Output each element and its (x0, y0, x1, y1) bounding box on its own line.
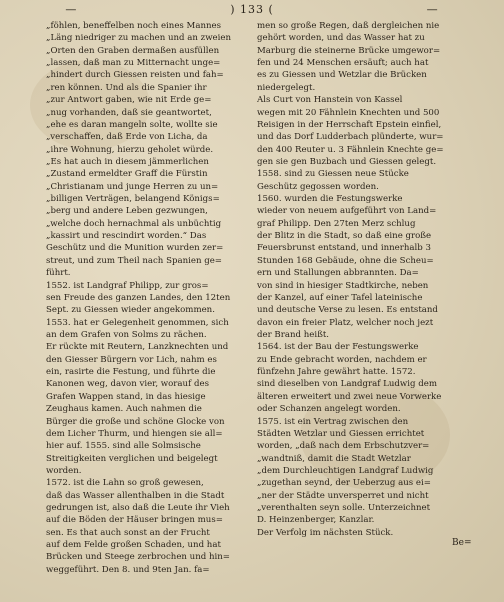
text-line: Kanonen weg, davon vier, worauf des (46, 379, 209, 390)
text-line: weggeführt. Den 8. und 9ten Jan. fa= (46, 564, 210, 575)
text-line: sen. Es that auch sonst an der Frucht (46, 527, 210, 538)
text-line: 1575. ist ein Vertrag zwischen den (257, 416, 409, 427)
page-header (0, 3, 504, 19)
text-line: „Orten den Graben dermaßen ausfüllen (46, 45, 220, 56)
text-line: 1558. sind zu Giessen neue Stücke (257, 169, 409, 180)
text-line: men so große Regen, daß dergleichen nie (257, 21, 440, 31)
text-line: Der Verfolg im nächsten Stück. (257, 527, 394, 538)
text-line: dem Licher Thurm, und hiengen sie all= (46, 428, 223, 439)
text-line: der Blitz in die Stadt, so daß eine große (257, 231, 432, 242)
text-line: Er rückte mit Reutern, Lanzknechten und (46, 342, 229, 353)
text-line: „wandtniß, damit die Stadt Wetzlar (257, 453, 411, 464)
text-line: zu Ende gebracht worden, nachdem er (257, 354, 427, 365)
text-line: Sept. zu Giessen wieder angekommen. (46, 305, 215, 316)
text-line: 1552. ist Landgraf Philipp, zur gros= (46, 280, 209, 291)
text-line: „Christianam und junge Herren zu un= (46, 181, 219, 192)
text-line: Reisigen in der Herrschaft Epstein einfiel, (257, 119, 442, 130)
text-line: Streitigkeiten verglichen und beigelegt (46, 453, 218, 464)
text-line: Marburg die steinerne Brücke umgewor= (257, 45, 441, 56)
text-line: wegen mit 20 Fähnlein Knechten und 500 (257, 107, 440, 118)
text-line: D. Heinzenberger, Kanzlar. (257, 515, 375, 526)
text-line: führt. (46, 268, 71, 279)
text-line: oder Schanzen angelegt worden. (257, 404, 401, 415)
text-line: von sind in hiesiger Stadtkirche, neben (257, 280, 429, 291)
text-line: „Es hat auch in diesem jämmerlichen (46, 156, 209, 167)
text-line: „Zustand ermeldter Graff die Fürstin (46, 169, 208, 180)
text-line: hier auf. 1555. sind alle Solmsische (46, 441, 201, 452)
text-line: und das Dorf Ludderbach plünderte, wur= (257, 132, 444, 143)
text-line: „welche doch hernachmal als unbüchtig (46, 218, 222, 229)
text-line: 1553. hat er Gelegenheit genommen, sich (46, 317, 229, 328)
text-line: „billigen Verträgen, belangend Königs= (46, 194, 220, 205)
header-left-mark: — (65, 3, 78, 16)
text-line: den 400 Reuter u. 3 Fähnlein Knechte ge= (257, 144, 444, 155)
text-line: „ren können. Und als die Spanier ihr (46, 82, 207, 93)
text-line: daß das Wasser allenthalben in die Stadt (46, 490, 225, 501)
text-line: der Kanzel, auf einer Tafel lateinische (257, 292, 423, 303)
text-line: Als Curt von Hanstein von Kassel (257, 95, 403, 106)
text-line: 1560. wurden die Festungswerke (257, 194, 403, 205)
catchword: Be= (452, 538, 472, 548)
text-line: den Giesser Bürgern vor Lich, nahm es (46, 354, 217, 365)
text-line: 1572. ist die Lahn so groß gewesen, (46, 478, 204, 489)
text-line: 1564. ist der Bau der Festungswerke (257, 342, 419, 353)
text-line: „dem Durchleuchtigen Landgraf Ludwig (257, 465, 434, 476)
text-line: „ihre Wohnung, hierzu geholet würde. (46, 144, 214, 155)
text-line: worden, „daß nach dem Erbschutzver= (257, 441, 430, 452)
text-line: der Brand heißt. (257, 329, 330, 340)
right-text-column (257, 20, 457, 539)
text-line: „zur Antwort gaben, wie nit Erde ge= (46, 95, 212, 106)
text-line: Geschütz gegossen worden. (257, 181, 379, 192)
text-line: Stunden 168 Gebäude, ohne die Scheu= (257, 255, 434, 266)
text-line: streut, und zum Theil nach Spanien ge= (46, 255, 223, 266)
text-line: „ner der Städte unversperret und nicht (257, 490, 429, 501)
text-line: und deutsche Verse zu lesen. Es entstand (257, 305, 438, 316)
text-line: niedergelegt. (257, 82, 316, 93)
text-line: an dem Grafen von Solms zu rächen. (46, 329, 207, 340)
text-line: „kassirt und rescindirt worden.“ Das (46, 231, 207, 242)
text-line: Zeughaus kamen. Auch nahmen die (46, 404, 202, 415)
text-line: älteren erweitert und zwei neue Vorwerke (257, 391, 442, 402)
text-line: ein, rasirte die Festung, und führte die (46, 367, 216, 378)
text-line: Feuersbrunst entstand, und innerhalb 3 (257, 243, 431, 254)
text-line: „lassen, daß man zu Mitternacht unge= (46, 58, 221, 69)
text-line: sen Freude des ganzen Landes, den 12ten (46, 292, 231, 303)
text-line: gedrungen ist, also daß die Leute ihr Vieh (46, 503, 230, 514)
text-line: wieder von neuem aufgeführt von Land= (257, 206, 437, 217)
text-line: fünfzehn Jahre gewährt hatte. 1572. (257, 367, 416, 378)
text-line: Grafen Wappen stand, in das hiesige (46, 391, 206, 402)
text-line: „verschaffen, daß Erde von Licha, da (46, 132, 208, 143)
text-line: „Läng niedriger zu machen und an zweien (46, 33, 232, 44)
text-line: auf die Böden der Häuser bringen mus= (46, 515, 223, 526)
text-line: fen und 24 Menschen ersäuft; auch hat (257, 58, 429, 69)
text-line: „hindert durch Giessen reisten und fah= (46, 70, 224, 81)
text-line: gen sie gen Buzbach und Giessen gelegt. (257, 156, 437, 167)
text-line: „berg und andere Leben gezwungen, (46, 206, 208, 217)
text-line: graf Philipp. Den 27ten Merz schlug (257, 218, 416, 229)
text-line: „föhlen, beneffelben noch eines Mannes (46, 21, 222, 31)
text-line: „nug vorhanden, daß sie geantwortet, (46, 107, 212, 118)
text-line: „verenthalten seyn solle. Unterzeichnet (257, 503, 431, 514)
text-line: Städten Wetzlar und Giessen errichtet (257, 428, 425, 439)
text-line: es zu Giessen und Wetzlar die Brücken (257, 70, 427, 81)
text-line: gehört worden, und das Wasser hat zu (257, 33, 425, 44)
text-line: worden. (46, 465, 82, 476)
text-line: Bürger die große und schöne Glocke von (46, 416, 225, 427)
text-line: sind dieselben von Landgraf Ludwig dem (257, 379, 437, 390)
text-line: davon ein freier Platz, welcher noch jezt (257, 317, 434, 328)
header-right-mark: — (426, 3, 439, 16)
left-text-column (46, 20, 252, 576)
text-line: „zugethan seynd, der Ueberzug aus ei= (257, 478, 431, 489)
text-line: auf dem Felde großen Schaden, und hat (46, 540, 221, 551)
text-line: Brücken und Steege zerbrochen und hin= (46, 552, 230, 563)
text-line: „ehe es daran mangeln solte, wollte sie (46, 119, 218, 130)
text-line: Geschütz und die Munition wurden zer= (46, 243, 224, 254)
text-line: ern und Stallungen abbrannten. Da= (257, 268, 419, 279)
page-number: ) 133 ( (230, 3, 274, 16)
